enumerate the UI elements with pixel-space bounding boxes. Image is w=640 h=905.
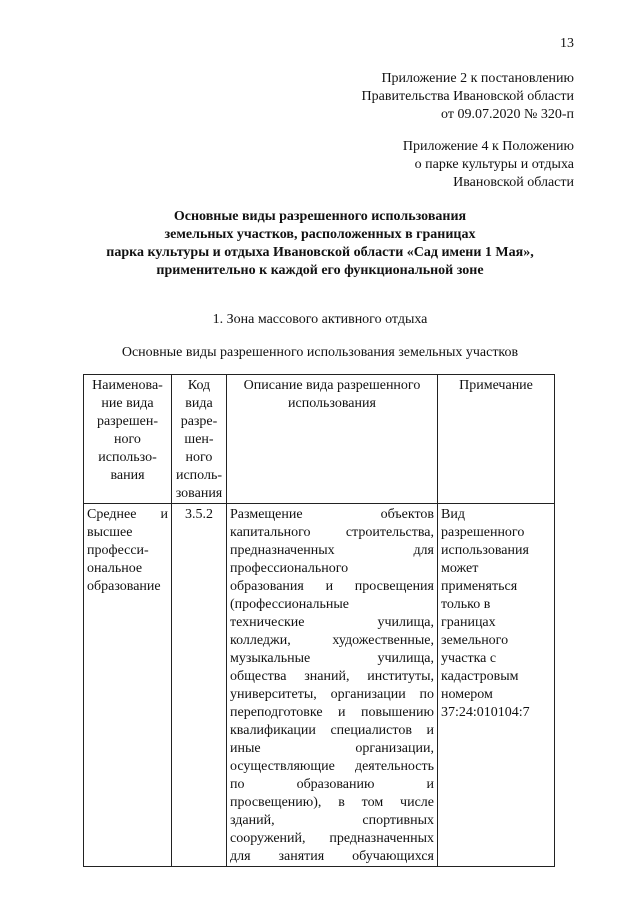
table-header-row — [84, 375, 555, 504]
heading-line: Основные виды разрешенного использования — [173, 209, 467, 224]
annex-line: Ивановской области — [453, 175, 574, 190]
table-row — [84, 504, 555, 867]
land-use-table — [83, 374, 555, 867]
annex-line: Правительства Ивановской области — [361, 89, 574, 104]
header-name: Наименова- ние вида разрешен- ного использо- вания — [84, 375, 172, 504]
header-note: Примечание — [438, 375, 555, 504]
cell-use-name: Среднее и высшее професси- ональное образование — [84, 504, 172, 867]
heading-line: земельных участков, расположенных в границах — [164, 227, 476, 242]
annex-line: Приложение 2 к постановлению — [381, 71, 574, 86]
zone-title: 1. Зона массового активного отдыха — [212, 312, 428, 327]
cell-use-code: 3.5.2 — [172, 504, 227, 867]
annex-line: Приложение 4 к Положению — [402, 139, 574, 154]
header-code: Код вида разре- шен- ного исполь- зования — [172, 375, 227, 504]
document-heading — [70, 208, 570, 280]
table-caption: Основные виды разрешенного использования земельных участков — [121, 345, 519, 360]
annex-reference-regulation — [403, 138, 574, 192]
annex-line: от 09.07.2020 № 320-п — [441, 107, 574, 122]
heading-line: применительно к каждой его функциональной зоне — [156, 263, 484, 278]
cell-note: Вид разрешенного использования может применяться только в границах земельного участка с кадастровым номером 37:24:010104:7 — [438, 504, 555, 867]
header-description: Описание вида разрешенного использования — [227, 375, 438, 504]
annex-line: о парке культуры и отдыха — [414, 157, 574, 172]
cell-description: Размещение объектов капитального строительства, предназначенных для профессионального образования и просвещения (профессиональные технические училища, колледжи, художественные, музыкальные училища, общества знаний, институты, университеты, организации по переподготовке и повышению квалификации специалистов и иные организации, осуществляющие деятельность по образованию и просвещению), в том числе зданий, спортивных сооружений, предназначенных для занятия обучающихся — [227, 504, 438, 867]
heading-line: парка культуры и отдыха Ивановской области «Сад имени 1 Мая», — [106, 245, 534, 260]
annex-reference-decree — [362, 70, 574, 124]
page-number: 13 — [560, 36, 574, 51]
